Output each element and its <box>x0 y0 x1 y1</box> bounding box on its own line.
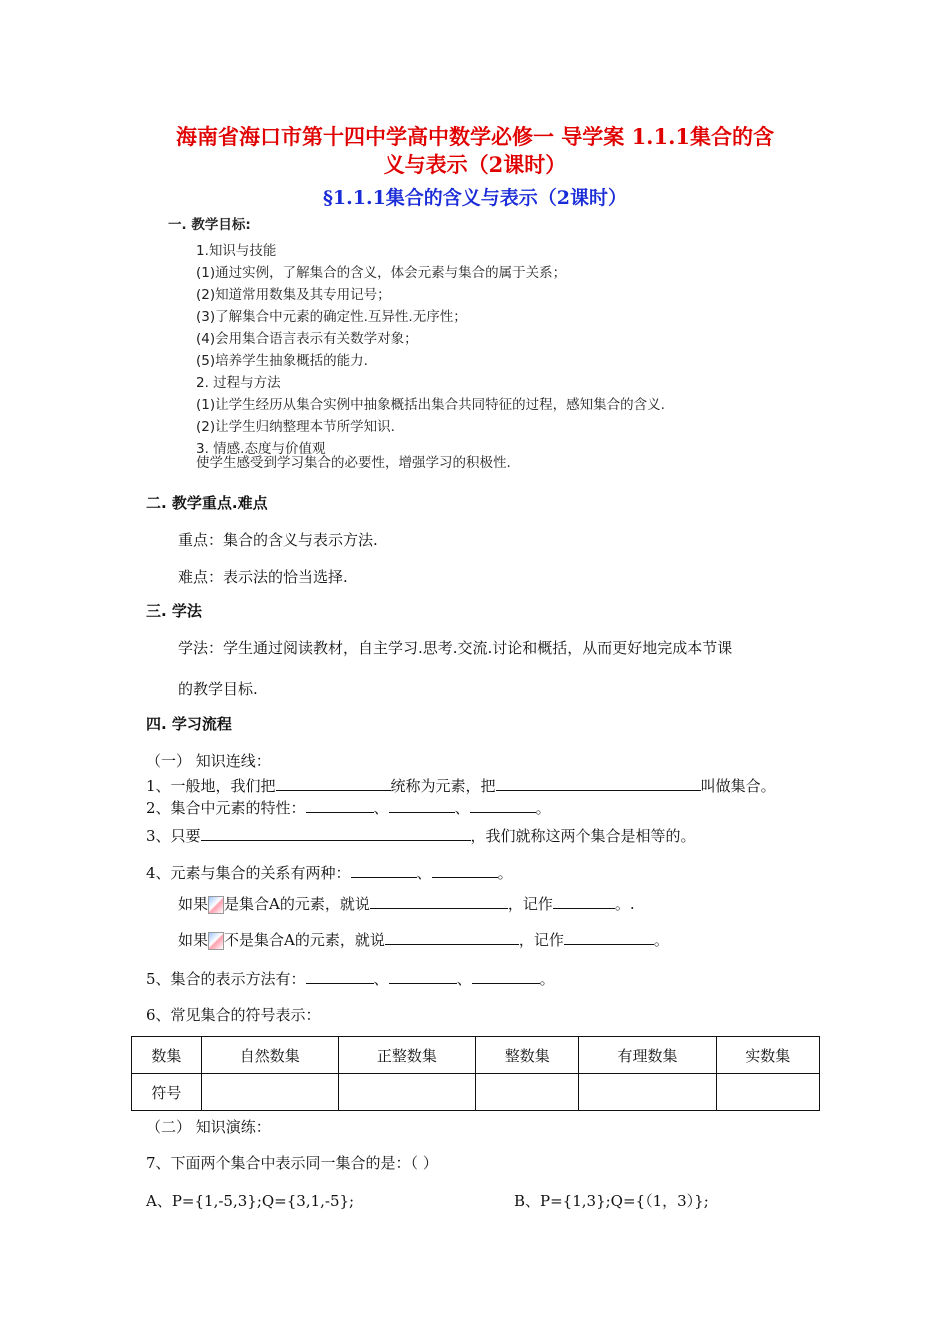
objective-item: 3. 情感.态度与价值观 <box>196 441 326 457</box>
blank-field[interactable] <box>276 775 391 791</box>
question-7-option-b: B、P={1,3};Q={（1，3）}; <box>514 1192 709 1210</box>
question-7-option-a: A、P={1,-5,3};Q={3,1,-5}; <box>146 1192 355 1210</box>
question-4b: 如果 不是集合A的元素，就说 ，记作 。 <box>178 931 669 949</box>
table-header-cell: 整数集 <box>475 1037 578 1074</box>
blank-field[interactable] <box>389 968 457 984</box>
question-6: 6、常见集合的符号表示： <box>146 1006 321 1024</box>
blank-field[interactable] <box>201 825 471 841</box>
blank-field[interactable] <box>553 893 615 909</box>
section3-line1: 学法：学生通过阅读教材，自主学习.思考.交流.讨论和概括，从而更好地完成本节课 <box>178 639 733 657</box>
doc-title-line1: 海南省海口市第十四中学高中数学必修一 导学案 1.1.1集合的含 <box>175 124 775 149</box>
table-header-cell: 正整数集 <box>338 1037 475 1074</box>
table-empty-cell[interactable] <box>475 1074 578 1111</box>
table-header-cell: 实数集 <box>716 1037 819 1074</box>
doc-subtitle: §1.1.1集合的含义与表示（2课时） <box>322 187 628 209</box>
objective-item: 使学生感受到学习集合的必要性，增强学习的积极性. <box>196 455 511 471</box>
part1-heading: （一） 知识连线： <box>146 752 271 770</box>
section3-heading: 三. 学法 <box>146 602 202 620</box>
section3-line2: 的教学目标. <box>178 680 258 698</box>
table-empty-cell[interactable] <box>579 1074 716 1111</box>
objective-item: (2)让学生归纳整理本节所学知识. <box>196 419 395 435</box>
blank-field[interactable] <box>385 929 519 945</box>
question-5: 5、集合的表示方法有： 、 、 。 <box>146 970 555 988</box>
blank-field[interactable] <box>432 862 498 878</box>
table-header-cell: 有理数集 <box>579 1037 716 1074</box>
table-row <box>132 1037 820 1074</box>
blank-field[interactable] <box>351 862 417 878</box>
blank-field[interactable] <box>564 929 654 945</box>
blank-field[interactable] <box>496 775 701 791</box>
table-row-label: 符号 <box>132 1074 202 1111</box>
section2-heading: 二. 教学重点.难点 <box>146 494 268 512</box>
doc-title-line2: 义与表示（2课时） <box>383 152 567 177</box>
question-7: 7、下面两个集合中表示同一集合的是：（ ） <box>146 1154 438 1172</box>
blank-field[interactable] <box>306 797 374 813</box>
blank-field[interactable] <box>470 797 536 813</box>
objectives-block <box>168 213 728 471</box>
table-header-cell: 自然数集 <box>201 1037 338 1074</box>
section2-difficulty: 难点：表示法的恰当选择. <box>178 568 348 586</box>
objective-item: (1)让学生经历从集合实例中抽象概括出集合共同特征的过程，感知集合的含义. <box>196 397 665 413</box>
objective-item: (1)通过实例，了解集合的含义，体会元素与集合的属于关系； <box>196 265 567 281</box>
question-1: 1、一般地，我们把 统称为元素，把 叫做集合。 <box>146 777 776 795</box>
question-4a: 如果 是集合A的元素，就说 ，记作 。. <box>178 895 635 913</box>
objectives-heading: 一. 教学目标: <box>168 217 251 233</box>
section4-heading: 四. 学习流程 <box>146 715 232 733</box>
number-sets-table <box>131 1036 820 1111</box>
objective-item: 1.知识与技能 <box>196 243 277 259</box>
image-placeholder-icon <box>208 932 224 950</box>
table-empty-cell[interactable] <box>716 1074 819 1111</box>
blank-field[interactable] <box>370 893 508 909</box>
question-4: 4、元素与集合的关系有两种： 、 。 <box>146 864 513 882</box>
table-empty-cell[interactable] <box>201 1074 338 1111</box>
objective-item: 2. 过程与方法 <box>196 375 281 391</box>
table-header-cell: 数集 <box>132 1037 202 1074</box>
objective-item: (2)知道常用数集及其专用记号； <box>196 287 391 303</box>
objective-item: (5)培养学生抽象概括的能力. <box>196 353 368 369</box>
objective-item: (4)会用集合语言表示有关数学对象； <box>196 331 418 347</box>
blank-field[interactable] <box>306 968 374 984</box>
table-row <box>132 1074 820 1111</box>
objective-item: (3)了解集合中元素的确定性.互异性.无序性； <box>196 309 467 325</box>
blank-field[interactable] <box>472 968 540 984</box>
section2-focus: 重点：集合的含义与表示方法. <box>178 531 378 549</box>
question-2: 2、集合中元素的特性： 、 、 。 <box>146 799 551 817</box>
blank-field[interactable] <box>389 797 455 813</box>
table-empty-cell[interactable] <box>338 1074 475 1111</box>
part2-heading: （二） 知识演练： <box>146 1118 271 1136</box>
question-3: 3、只要 ，我们就称这两个集合是相等的。 <box>146 827 696 845</box>
image-placeholder-icon <box>208 896 224 914</box>
